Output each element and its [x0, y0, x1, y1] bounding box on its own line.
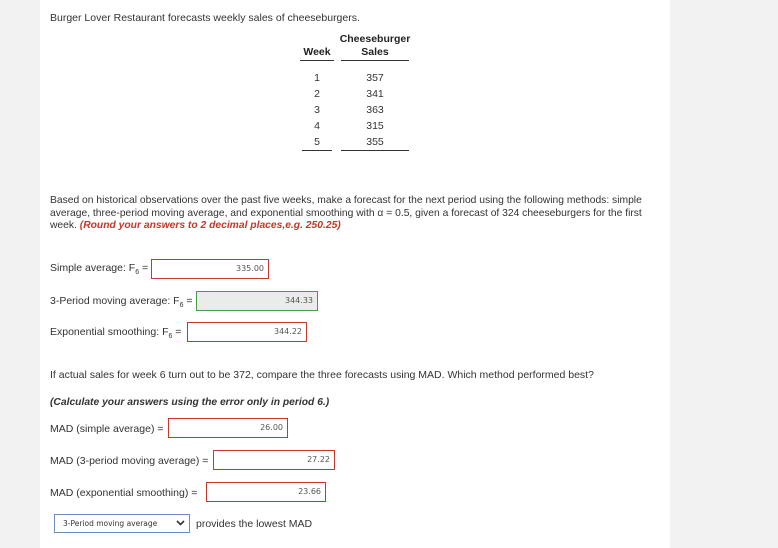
week-cell: 2	[314, 88, 320, 100]
sales-cell: 363	[366, 104, 384, 116]
header-underline-sales	[341, 60, 409, 61]
simple-average-label: Simple average: $F_6$ =	[50, 262, 149, 277]
week-cell: 4	[314, 120, 320, 132]
table-bottom-line-week	[302, 150, 332, 151]
exponential-smoothing-input[interactable]: 344.22	[187, 322, 307, 342]
simple-average-input[interactable]: 335.00	[151, 259, 269, 279]
mad-moving-label: MAD (3-period moving average) =	[50, 455, 209, 467]
mad-exponential-label: MAD (exponential smoothing) =	[50, 487, 198, 499]
mad-exponential-input[interactable]: 23.66	[206, 482, 326, 502]
exponential-smoothing-label: Exponential smoothing: $F_6$ =	[50, 326, 182, 341]
mad-simple-label: MAD (simple average) =	[50, 423, 164, 435]
mad-note: (Calculate your answers using the error only in period 6.)	[50, 397, 330, 408]
best-method-suffix: provides the lowest MAD	[196, 518, 313, 530]
moving-average-label: 3-Period moving average: $F_6$ =	[50, 295, 193, 310]
table-bottom-line-sales	[341, 150, 409, 151]
best-method-selected: 3-Period moving average	[63, 519, 158, 528]
question-text	[50, 195, 655, 233]
intro-text: Burger Lover Restaurant forecasts weekly sales of cheeseburgers.	[50, 12, 360, 24]
week-cell: 1	[314, 72, 320, 84]
sales-cell: 355	[366, 136, 384, 148]
sales-cell: 357	[366, 72, 384, 84]
sales-cell: 341	[366, 88, 384, 100]
question-body: Based on historical observations over the past five weeks, make a forecast for the next period using the following methods: simple average, three-period moving average, and exponential smoothing with α = 0.5, given a forecast of 324 cheeseburgers for the first week.	[50, 195, 642, 231]
mad-question: If actual sales for week 6 turn out to be 372, compare the three forecasts using MAD. Which method performed best?	[50, 369, 594, 381]
best-method-select[interactable]	[54, 514, 190, 533]
sales-cell: 315	[366, 120, 384, 132]
sales-header-line1: Cheeseburger	[339, 33, 411, 45]
header-underline-week	[300, 60, 334, 61]
moving-average-input[interactable]: 344.33	[196, 291, 318, 311]
week-header: Week	[303, 46, 331, 58]
mad-moving-input[interactable]: 27.22	[213, 450, 335, 470]
rounding-hint: (Round your answers to 2 decimal places,e.g. 250.25)	[79, 220, 341, 231]
mad-simple-input[interactable]: 26.00	[168, 418, 288, 438]
week-cell: 5	[314, 136, 320, 148]
week-cell: 3	[314, 104, 320, 116]
question-page	[40, 0, 670, 548]
sales-header-line2: Sales	[361, 46, 389, 58]
chevron-down-icon	[176, 515, 185, 532]
